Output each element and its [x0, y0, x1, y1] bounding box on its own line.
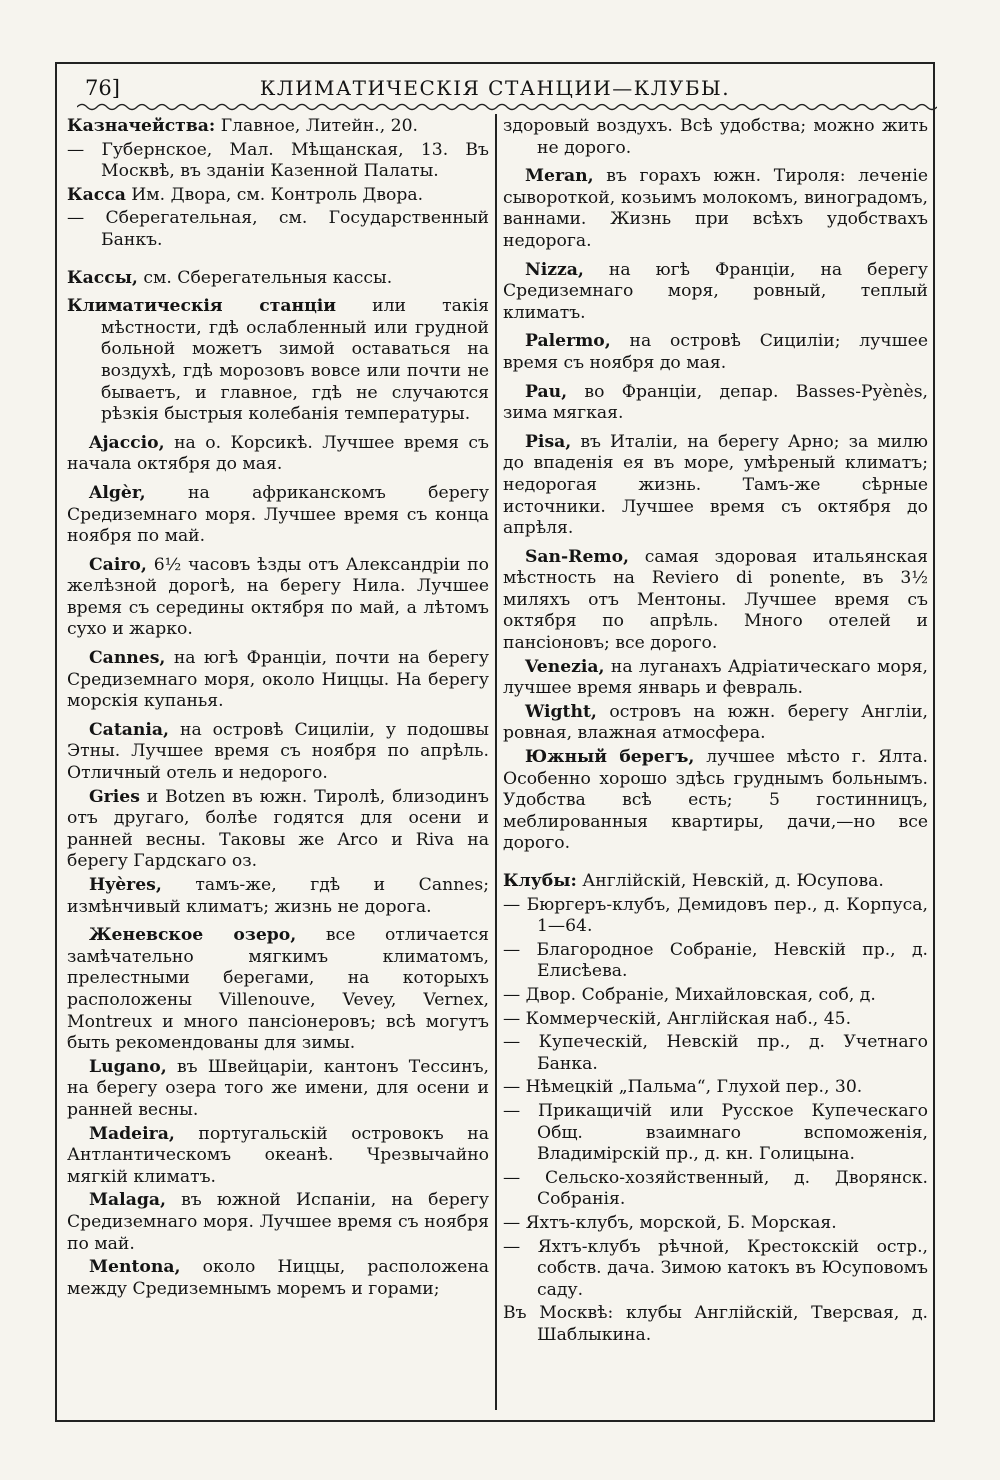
entry-term: Catania, — [89, 719, 170, 740]
entry — [67, 208, 489, 251]
entry-text: самая здоровая итальянская мѣстность на Reviero di ponente, въ 3½ миляхъ отъ Ментоны. Лучшее время съ октября по апрѣль. Много отелей и пансіоновъ; все дорого. — [503, 546, 928, 654]
entry-text: Главное, Литейн., 20. — [215, 116, 418, 136]
section-gap — [503, 857, 928, 871]
entry — [503, 331, 928, 374]
entry — [503, 260, 928, 325]
entry-text: — Нѣмецкій „Пальма“, Глухой пер., 30. — [503, 1077, 863, 1098]
page-header — [57, 64, 933, 110]
entry — [67, 185, 489, 207]
entry — [67, 720, 489, 785]
entry — [67, 787, 489, 873]
entry — [503, 1168, 928, 1211]
entry-text: и Botzen въ южн. Тиролѣ, близодинъ отъ другаго, болѣе годятся для осени и ранней весны. Таковы же Arco и Riva на берегу Гардскаго оз. — [67, 786, 489, 872]
entry — [503, 747, 928, 855]
entry-text: — Яхтъ-клубъ рѣчной, Крестокскій остр., собств. дача. Зимою катокъ въ Юсуповомъ саду. — [503, 1236, 928, 1300]
entry — [67, 140, 489, 183]
entry-text: португальскій островокъ на Антлантическомъ океанѣ. Чрезвычайно мягкій климатъ. — [67, 1123, 489, 1187]
entry-text: — Сберегательная, см. Государственный Банкъ. — [67, 208, 489, 250]
entry-text: на о. Корсикѣ. Лучшее время съ начала октября до мая. — [67, 432, 489, 475]
entry-text: — Яхтъ-клубъ, морской, Б. Морская. — [503, 1212, 837, 1233]
entry — [67, 296, 489, 426]
entry — [67, 116, 489, 138]
entry — [503, 1303, 928, 1346]
entry-text: — Губернское, Мал. Мѣщанская, 13. Въ Москвѣ, въ зданіи Казенной Палаты. — [67, 139, 489, 182]
entry-text: 6½ часовъ ѣзды отъ Александріи по желѣзной дорогѣ, на берегу Нила. Лучшее время съ середины октября по май, а лѣтомъ сухо и жарко. — [67, 554, 489, 640]
entry-term: Gries — [89, 786, 140, 807]
entry-text: или такія мѣстности, гдѣ ослабленный или грудной больной можетъ зимой оставаться на воздухѣ, гдѣ морозовъ вовсе или почти не бываетъ, и главное, гдѣ не случаются рѣзкія быстрыя колебанія температуры. — [101, 296, 489, 425]
wavy-rule — [77, 102, 937, 112]
entry — [503, 895, 928, 938]
entry-text: островъ на южн. берегу Англіи, ровная, влажная атмосфера. — [503, 701, 928, 744]
entry-term: Pisa, — [525, 431, 572, 452]
page-frame — [55, 62, 935, 1422]
entry-term: Клубы: — [503, 871, 577, 891]
entry — [503, 166, 928, 252]
entry — [503, 1237, 928, 1302]
entry-term: Климатическія станціи — [67, 296, 337, 317]
entry-text: Въ Москвѣ: клубы Англійскій, Тверсвая, д. Шаблыкина. — [503, 1303, 928, 1345]
entry-text: тамъ-же, гдѣ и Cannes; измѣнчивый климатъ; жизнь не дорога. — [67, 875, 489, 917]
entry-term: Meran, — [525, 166, 594, 187]
entry-text: на югѣ Франціи, почти на берегу Средиземнаго моря, около Ниццы. На берегу морскія купанья. — [67, 648, 489, 712]
entry-text: во Франціи, депар. Basses-Pyènès, зима мягкая. — [503, 381, 928, 424]
right-column — [503, 116, 928, 1408]
entry-text: Им. Двора, см. Контроль Двора. — [125, 184, 424, 205]
entry-text: — Бюргеръ-клубъ, Демидовъ пер., д. Корпуса, 1—64. — [503, 894, 928, 937]
entry-term: Южный берегъ, — [525, 747, 695, 768]
column-divider — [495, 114, 497, 1410]
entry-term: Hyères, — [89, 875, 162, 895]
section-gap — [67, 254, 489, 268]
entry — [67, 1257, 489, 1300]
entry-text: на югѣ Франціи, на берегу Средиземнаго моря, ровный, теплый климатъ. — [503, 259, 928, 323]
entry-term: Nizza, — [525, 259, 584, 280]
entry-term: Cannes, — [89, 648, 166, 669]
entry-term: Mentona, — [89, 1257, 181, 1278]
entry-text: — Сельско-хозяйственный, д. Дворянск. Собранія. — [503, 1167, 928, 1210]
entry — [503, 985, 928, 1007]
entry — [503, 940, 928, 983]
entry-text: все отличается замѣчательно мягкимъ климатомъ, прелестными берегами, на которыхъ расположены Villenouve, Vevey, Vernex, Montreux и много пансіонеровъ; всѣ могутъ быть рекомендованы для зимы. — [67, 925, 489, 1054]
entry — [67, 1190, 489, 1255]
entry-text: Англійскій, Невскій, д. Юсупова. — [576, 871, 884, 891]
entry-term: Касса — [67, 184, 126, 205]
entry — [503, 432, 928, 540]
entry-text: лучшее мѣсто г. Ялта. Особенно хорошо здѣсь груднымъ больнымъ. Удобства всѣ есть; 5 гостинницъ, меблированныя квартиры, дачи,—но все дорого. — [503, 747, 928, 854]
entry — [503, 1009, 928, 1031]
entry-term: Algèr, — [89, 482, 146, 503]
entry — [67, 648, 489, 713]
entry — [503, 1032, 928, 1075]
entry — [67, 433, 489, 476]
entry-term: Venezia, — [525, 656, 605, 677]
entry-term: Женевское озеро, — [89, 925, 297, 946]
entry-term: Lugano, — [89, 1056, 167, 1077]
entry — [503, 116, 928, 159]
running-title: КЛИМАТИЧЕСКІЯ СТАНЦИИ—КЛУБЫ. — [259, 76, 731, 100]
entry-text: — Двор. Собраніе, Михайловская, соб, д. — [503, 984, 876, 1005]
entry-term: San-Remo, — [525, 546, 630, 567]
entry — [503, 1077, 928, 1099]
entry-term: Cairo, — [89, 554, 147, 575]
entry — [503, 657, 928, 700]
entry — [67, 875, 489, 918]
left-column — [67, 116, 489, 1408]
entry-text: въ горахъ южн. Тироля: леченіе сывороткой, козьимъ молокомъ, виноградомъ, ваннами. Жизнь при всѣхъ удобствахъ недорога. — [503, 166, 928, 251]
entry-text: — Благородное Собраніе, Невскій пр., д. Елисѣева. — [503, 939, 928, 982]
entry — [503, 702, 928, 745]
entry-text: въ южной Испаніи, на берегу Средиземнаго моря. Лучшее время съ ноября по май. — [67, 1190, 489, 1254]
entry-text: — Купеческій, Невскій пр., д. Учетнаго Банка. — [503, 1032, 928, 1074]
entry-text: — Прикащичій или Русское Купеческаго Общ. взаимнаго вспоможенія, Владимірскій пр., д. кн. Голицына. — [503, 1100, 928, 1165]
entry-text: здоровый воздухъ. Всѣ удобства; можно жить не дорого. — [503, 116, 928, 158]
entry-text: — Коммерческій, Англійская наб., 45. — [503, 1008, 852, 1029]
entry-term: Madeira, — [89, 1123, 175, 1144]
entry-text: на африканскомъ берегу Средиземнаго моря. Лучшее время съ конца ноября по май. — [67, 482, 489, 547]
entry — [67, 925, 489, 1055]
entry-term: Казначейства: — [67, 116, 216, 136]
entry-text: на островѣ Сициліи, у подошвы Этны. Лучшее время съ ноября по апрѣль. Отличный отель и недорого. — [67, 719, 489, 784]
entry — [503, 547, 928, 655]
entry — [67, 1057, 489, 1122]
entry-text: см. Сберегательныя кассы. — [137, 267, 393, 288]
entry — [503, 1213, 928, 1235]
page-number: 76] — [85, 76, 120, 100]
entry-text: около Ниццы, расположена между Средиземнымъ моремъ и горами; — [67, 1257, 489, 1299]
entry — [67, 483, 489, 548]
entry-term: Кассы, — [67, 267, 138, 288]
entry — [67, 555, 489, 641]
entry-text: на островѣ Сициліи; лучшее время съ ноября до мая. — [503, 331, 928, 373]
entry-text: въ Швейцаріи, кантонъ Тессинъ, на берегу озера того же имени, для осени и ранней весны. — [67, 1056, 489, 1120]
entry — [503, 871, 928, 893]
entry-term: Wigtht, — [525, 701, 597, 722]
entry-term: Pau, — [525, 381, 568, 402]
entry-term: Malaga, — [89, 1190, 166, 1211]
entry — [67, 268, 489, 290]
entry — [67, 1124, 489, 1189]
entry-text: на луганахъ Адріатическаго моря, лучшее время январь и февраль. — [503, 656, 928, 699]
entry-text: въ Италіи, на берегу Арно; за милю до впаденія ея въ море, умѣреный климатъ; недорогая жизнь. Тамъ-же сѣрные источники. Лучшее время съ октября до апрѣля. — [503, 431, 928, 539]
entry-term: Ajaccio, — [89, 432, 165, 453]
entry-term: Palermo, — [525, 331, 611, 352]
entry — [503, 1101, 928, 1166]
entry — [503, 382, 928, 425]
